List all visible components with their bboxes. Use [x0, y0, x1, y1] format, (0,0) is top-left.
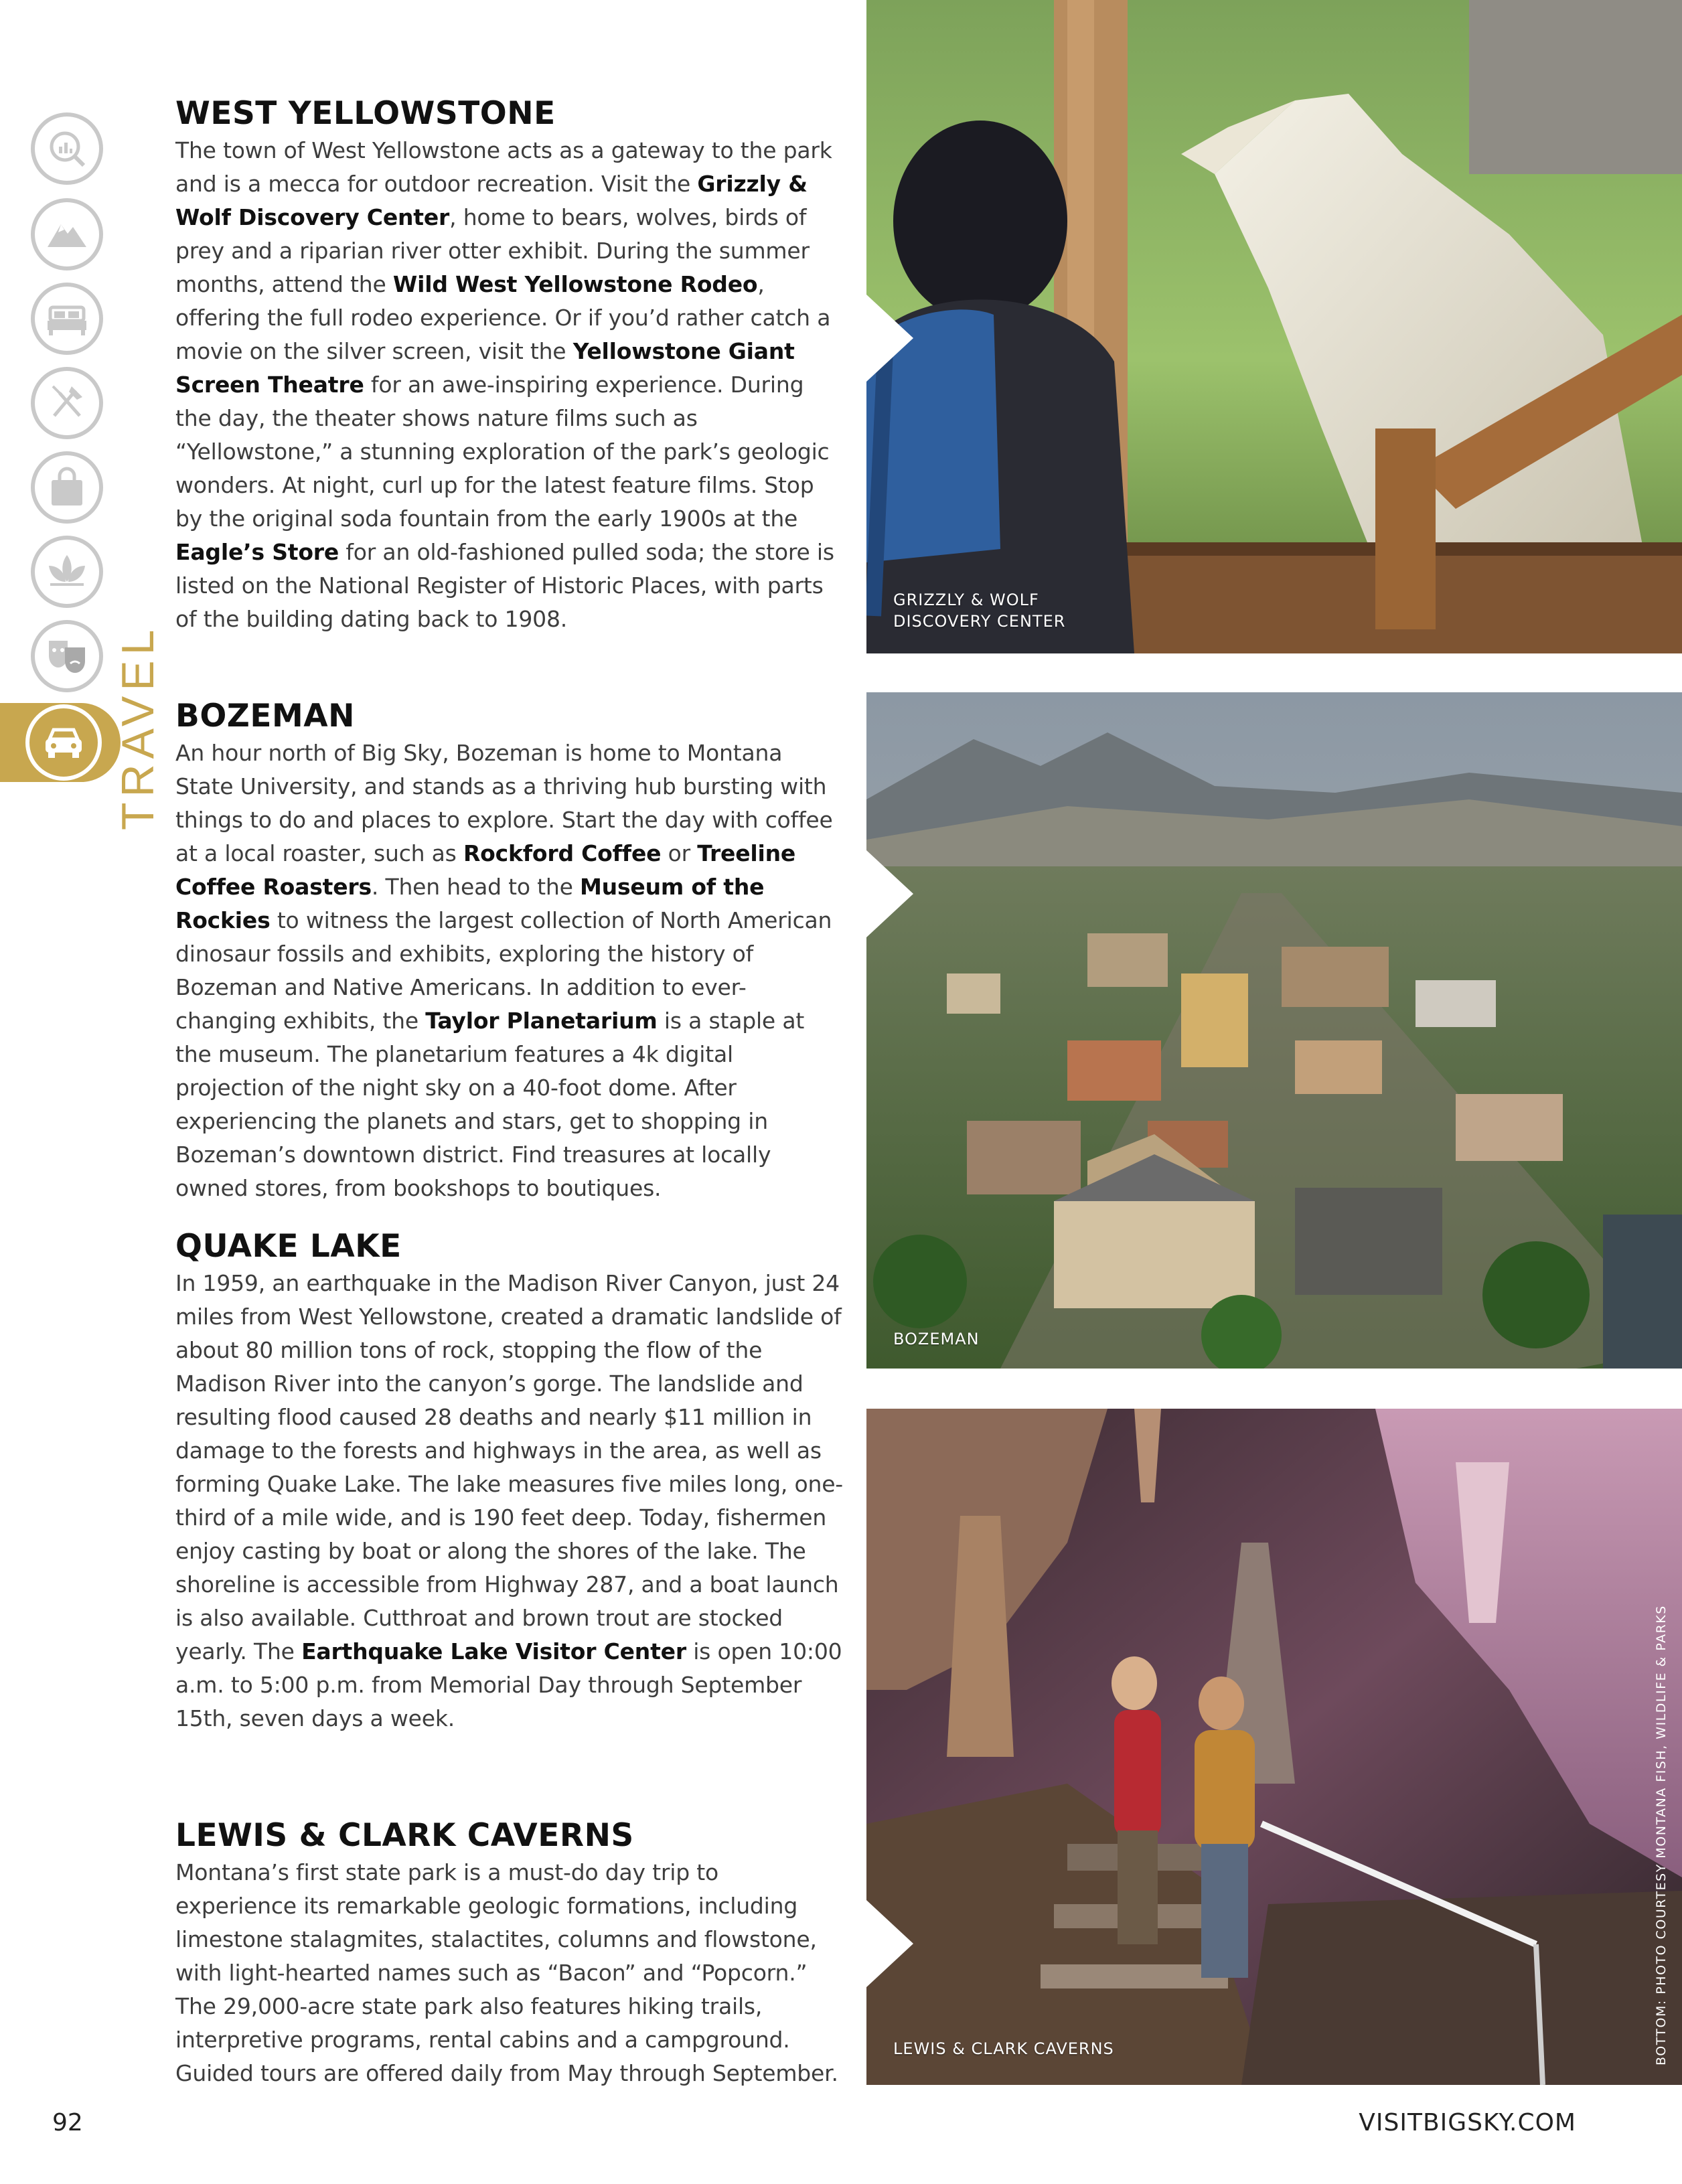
- photo-caption: [893, 1328, 980, 1350]
- section-body: [175, 1856, 845, 2090]
- section-body: [175, 736, 845, 1205]
- caption-line: LEWIS & CLARK CAVERNS: [893, 2039, 1114, 2058]
- bozeman-scene-illustration: [866, 692, 1682, 1369]
- photo-caption: [893, 2038, 1114, 2059]
- body-text: , home to bears, wolves, birds of prey and a riparian river otter exhibit. During the summer months, attend the: [175, 204, 810, 297]
- caption-line: BOZEMAN: [893, 1330, 980, 1348]
- site-url[interactable]: VISITBIGSKY.COM: [1359, 2109, 1576, 2136]
- theater-masks-icon[interactable]: [31, 620, 103, 692]
- body-text: or: [661, 840, 698, 866]
- highlight-text: Grizzly & Wolf Discovery Center: [175, 171, 808, 230]
- highlight-text: Rockford Coffee: [463, 840, 662, 866]
- wolf-discovery-photo: [866, 0, 1682, 653]
- body-text: is open 10:00 a.m. to 5:00 p.m. from Memorial Day through September 15th, seven days a week.: [175, 1638, 842, 1731]
- highlight-text: Yellowstone Giant Screen Theatre: [175, 338, 795, 398]
- section-body: [175, 1267, 845, 1735]
- section-heading: WEST YELLOWSTONE: [175, 95, 556, 132]
- highlight-text: Taylor Planetarium: [425, 1008, 658, 1034]
- highlight-text: Museum of the Rockies: [175, 874, 765, 933]
- section-heading: LEWIS & CLARK CAVERNS: [175, 1817, 634, 1854]
- caverns-photo: [866, 1409, 1682, 2085]
- highlight-text: Treeline Coffee Roasters: [175, 840, 796, 900]
- body-text: The town of West Yellowstone acts as a gateway to the park and is a mecca for outdoor recreation. Visit the: [175, 137, 832, 197]
- body-text: In 1959, an earthquake in the Madison River Canyon, just 24 miles from West Yellowstone, created a dramatic landslide of about 80 million tons of rock, stopping the flow of the Madison River into the canyon’s gorge. The landslide and resulting flood caused 28 deaths and nearly $11 million in damage to the forests and highways in the area, as well as forming Quake Lake. The lake measures five miles long, one-third of a mile wide, and is 190 feet deep. Today, fishermen enjoy casting by boat or along the shores of the lake. The shoreline is accessible from Highway 287, and a boat launch is also available. Cutthroat and brown trout are stocked yearly. The: [175, 1270, 844, 1664]
- section-heading: QUAKE LAKE: [175, 1228, 402, 1265]
- bozeman-aerial-photo: [866, 692, 1682, 1369]
- photo-caption: [893, 589, 1065, 632]
- body-text: for an awe-inspiring experience. During the day, the theater shows nature films such as “Yellowstone,” a stunning exploration of the park’s geologic wonders. At night, curl up for the latest feature films. Stop by the original soda fountain from the early 1900s at the: [175, 372, 830, 532]
- body-text: is a staple at the museum. The planetarium features a 4k digital projection of the night sky on a 40-foot dome. After experiencing the planets and stars, get to shopping in Bozeman’s downtown district. Find treasures at locally owned stores, from bookshops to boutiques.: [175, 1008, 805, 1201]
- photo-credit: BOTTOM: PHOTO COURTESY MONTANA FISH, WILDLIFE & PARKS: [1654, 1605, 1669, 2065]
- lotus-icon[interactable]: [31, 536, 103, 608]
- mountain-icon[interactable]: [31, 198, 103, 270]
- body-text: to witness the largest collection of North American dinosaur fossils and exhibits, exploring the history of Bozeman and Native Americans. In addition to ever-changing exhibits, the: [175, 907, 832, 1034]
- shopping-bag-icon[interactable]: [31, 451, 103, 524]
- section-quake-lake: [175, 1227, 845, 1735]
- bed-icon[interactable]: [31, 283, 103, 355]
- page-number: 92: [52, 2109, 83, 2136]
- body-text: . Then head to the: [371, 874, 581, 900]
- highlight-text: Eagle’s Store: [175, 539, 339, 565]
- highlight-text: Wild West Yellowstone Rodeo: [392, 271, 758, 297]
- section-body: [175, 134, 845, 636]
- body-text: , offering the full rodeo experience. Or if you’d rather catch a movie on the silver screen, visit the: [175, 271, 831, 364]
- body-text: An hour north of Big Sky, Bozeman is home to Montana State University, and stands as a thriving hub bursting with things to do and places to explore. Start the day with coffee at a local roaster, such as: [175, 740, 833, 866]
- section-bozeman: [175, 696, 845, 1205]
- section-heading: BOZEMAN: [175, 698, 355, 734]
- wolf-scene-illustration: [866, 0, 1682, 653]
- section-west-yellowstone: [175, 94, 845, 636]
- fork-knife-icon[interactable]: [31, 367, 103, 439]
- caption-line: DISCOVERY CENTER: [893, 612, 1066, 631]
- caption-line: GRIZZLY & WOLF: [893, 591, 1039, 609]
- car-icon[interactable]: [25, 704, 102, 781]
- section-label: TRAVEL: [112, 624, 163, 830]
- body-text: Montana’s first state park is a must-do day trip to experience its remarkable geologic formations, including limestone stalagmites, stalactites, columns and flowstone, with light-hearted names such as “Bacon” and “Popcorn.” The 29,000-acre state park also features hiking trails, interpretive programs, rental cabins and a campground. Guided tours are offered daily from May through September.: [175, 1859, 838, 2086]
- caverns-scene-illustration: [866, 1409, 1682, 2085]
- highlight-text: Earthquake Lake Visitor Center: [301, 1638, 686, 1664]
- body-text: for an old-fashioned pulled soda; the store is listed on the National Register of Historic Places, with parts of the building dating back to 1908.: [175, 539, 834, 632]
- section-lewis-clark-caverns: [175, 1816, 845, 2090]
- analytics-search-icon[interactable]: [31, 112, 103, 185]
- category-nav-rail: [0, 0, 161, 870]
